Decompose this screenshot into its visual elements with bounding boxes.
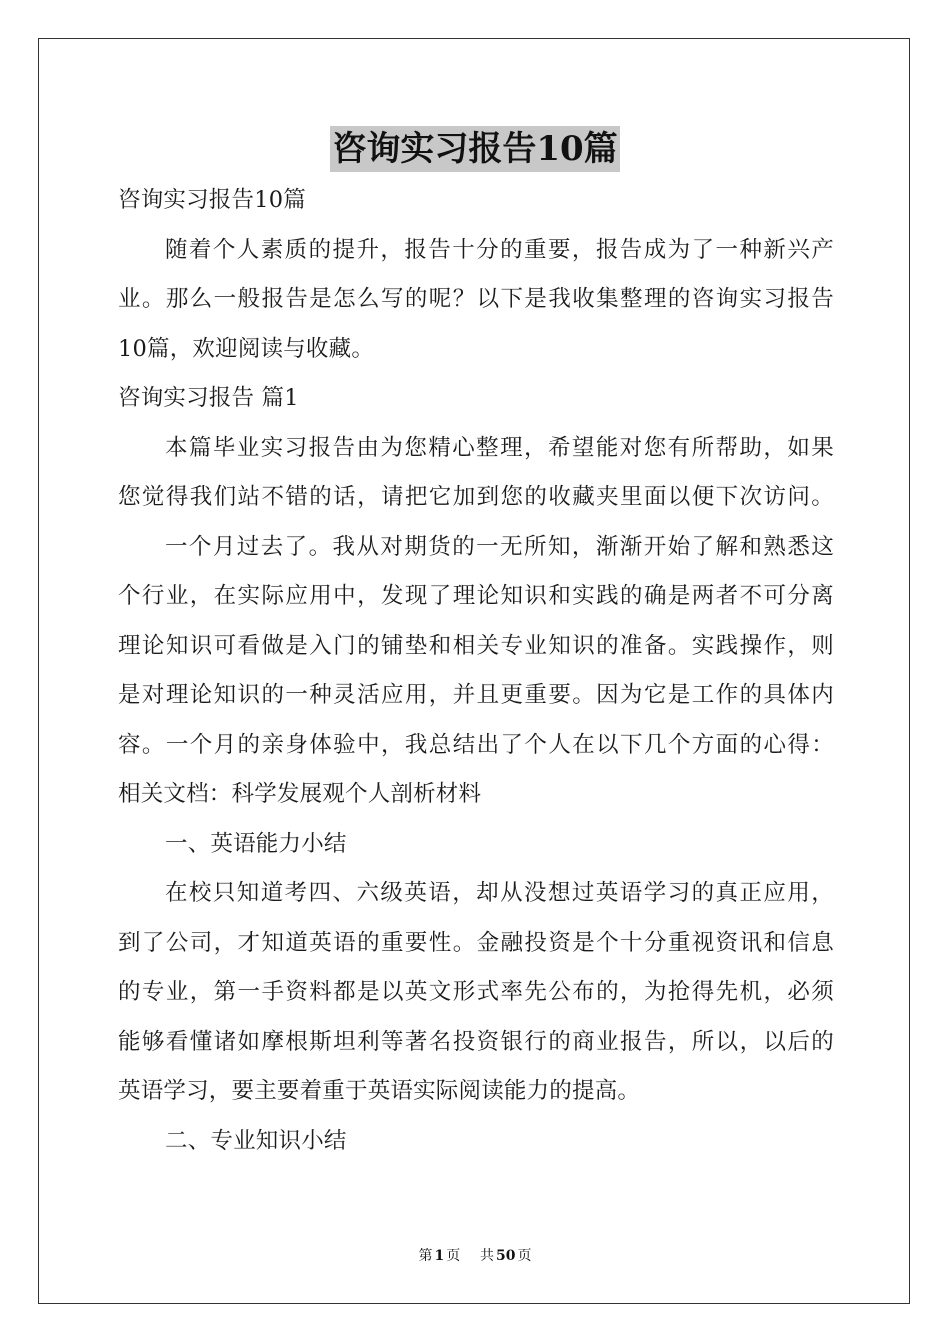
section-heading: 咨询实习报告 篇1 [118,385,299,411]
page-footer [0,1246,950,1266]
paragraph-line: 个行业，在实际应用中，发现了理论知识和实践的确是两者不可分离 [118,583,834,609]
subsection-heading: 二、专业知识小结 [165,1127,347,1154]
paragraph-line: 的专业，第一手资料都是以英文形式率先公布的，为抢得先机，必须 [118,979,834,1005]
footer-page-suffix: 页 [446,1248,461,1264]
paragraph-line: 业。那么一般报告是怎么写的呢？以下是我收集整理的咨询实习报告 [118,286,834,312]
footer-total-pages: 50 [496,1248,516,1264]
paragraph-line: 咨询实习报告10篇 [118,187,306,213]
paragraph-line: 本篇毕业实习报告由为您精心整理，希望能对您有所帮助，如果 [165,434,834,461]
related-document-line: 相关文档：科学发展观个人剖析材料 [118,781,482,807]
paragraph-line: 您觉得我们站不错的话，请把它加到您的收藏夹里面以便下次访问。 [118,484,834,510]
paragraph-line: 10篇，欢迎阅读与收藏。 [118,335,375,362]
paragraph-line: 在校只知道考四、六级英语，却从没想过英语学习的真正应用， [165,880,834,906]
document-title: 咨询实习报告10篇 [330,126,619,172]
footer-prefix: 第 [418,1248,433,1264]
subsection-heading: 一、英语能力小结 [165,830,347,857]
paragraph-line: 是对理论知识的一种灵活应用，并且更重要。因为它是工作的具体内 [118,682,834,708]
paragraph-line: 理论知识可看做是入门的铺垫和相关专业知识的准备。实践操作，则 [118,632,834,659]
paragraph-line: 一个月过去了。我从对期货的一无所知，渐渐开始了解和熟悉这 [165,533,834,560]
paragraph-line: 英语学习，要主要着重于英语实际阅读能力的提高。 [118,1078,641,1104]
footer-page-number: 1 [434,1248,445,1264]
document-body [118,176,834,1166]
title-container [0,126,950,172]
paragraph-line: 到了公司，才知道英语的重要性。金融投资是个十分重视资讯和信息 [118,929,834,956]
footer-total-prefix: 共 [480,1248,495,1264]
paragraph-line: 容。一个月的亲身体验中，我总结出了个人在以下几个方面的心得： [118,731,834,758]
paragraph-line: 随着个人素质的提升，报告十分的重要，报告成为了一种新兴产 [165,236,834,263]
paragraph-line: 能够看懂诸如摩根斯坦利等著名投资银行的商业报告，所以，以后的 [118,1028,834,1055]
footer-total-suffix: 页 [517,1248,532,1264]
